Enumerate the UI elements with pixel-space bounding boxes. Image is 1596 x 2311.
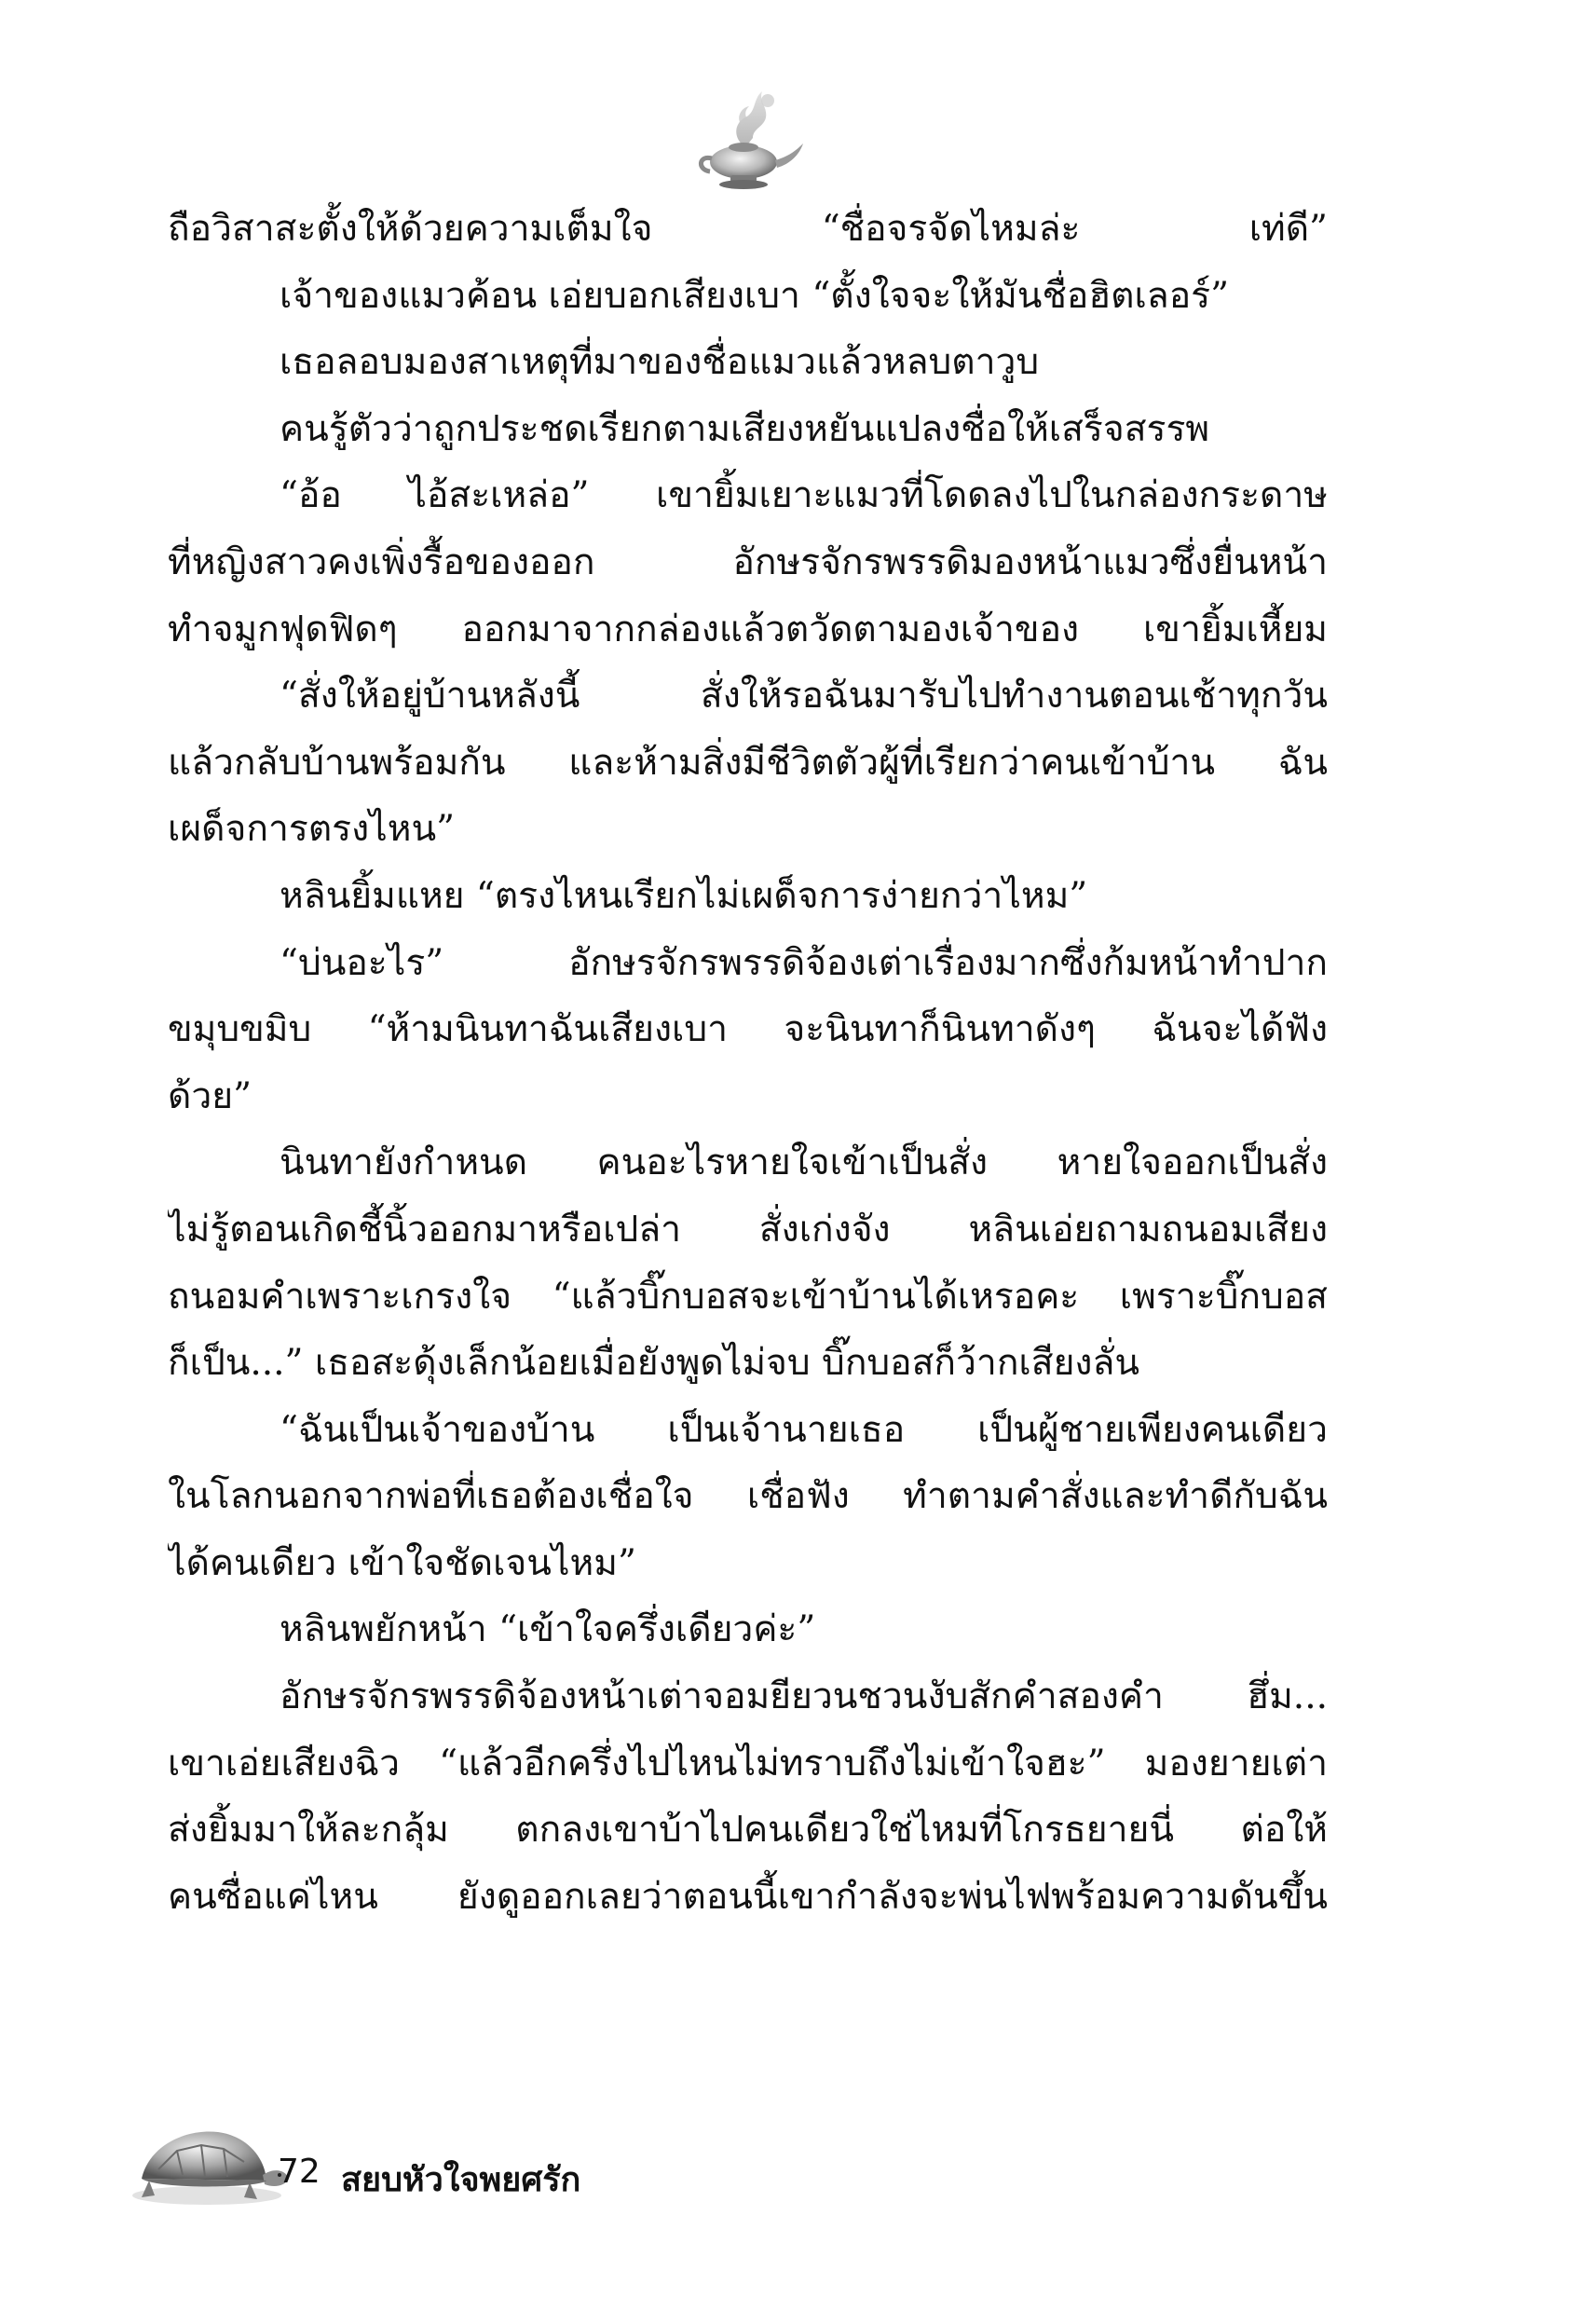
text-line: ด้วย” (168, 1074, 252, 1117)
text-line: ส่งยิ้มมาให้ละกลุ้ม ตกลงเขาบ้าไปคนเดียวใช่ไหมที่โกรธยายนี่ ต่อให้ (168, 1809, 1328, 1852)
text-line: ที่หญิงสาวคงเพิ่งรื้อของออก อักษรจักรพรรดิมองหน้าแมวซึ่งยื่นหน้า (168, 540, 1328, 583)
text-line: ถือวิสาสะตั้งให้ด้วยความเต็มใจ “ชื่อจรจัดไหมล่ะ เท่ดี” (168, 208, 1328, 250)
text-line: “บ่นอะไร” อักษรจักรพรรดิจ้องเต่าเรื่องมากซึ่งก้มหน้าทำปาก (280, 941, 1328, 984)
text-line: อักษรจักรพรรดิจ้องหน้าเต่าจอมยียวนชวนงับสักคำสองคำ ฮึ่ม... (280, 1675, 1328, 1718)
text-line: “สั่งให้อยู่บ้านหลังนี้ สั่งให้รอฉันมารับไปทำงานตอนเช้าทุกวัน (280, 675, 1328, 718)
text-line: ถนอมคำเพราะเกรงใจ “แล้วบิ๊กบอสจะเข้าบ้านได้เหรอคะ เพราะบิ๊กบอส (168, 1275, 1328, 1318)
text-line: เธอลอบมองสาเหตุที่มาของชื่อแมวแล้วหลบตาวูบ (280, 341, 1040, 384)
text-line: นินทายังกำหนด คนอะไรหายใจเข้าเป็นสั่ง หายใจออกเป็นสั่ง (280, 1142, 1328, 1184)
text-line: “ฉันเป็นเจ้าของบ้าน เป็นเจ้านายเธอ เป็นผู้ชายเพียงคนเดียว (280, 1408, 1328, 1451)
text-line: เขาเอ่ยเสียงฉิว “แล้วอีกครึ่งไปไหนไม่ทราบถึงไม่เข้าใจฮะ” มองยายเต่า (168, 1742, 1328, 1785)
text-line: ทำจมูกฟุดฟิดๆ ออกมาจากกล่องแล้วตวัดตามองเจ้าของ เขายิ้มเหี้ยม (168, 608, 1328, 650)
text-line: “อ้อ ไอ้สะเหล่อ” เขายิ้มเยาะแมวที่โดดลงไปในกล่องกระดาษ (280, 474, 1328, 517)
page-footer (121, 2113, 773, 2235)
text-line: ก็เป็น...” เธอสะดุ้งเล็กน้อยเมื่อยังพูดไม่จบ บิ๊กบอสก็ว้ากเสียงลั่น (168, 1342, 1140, 1385)
text-line: ไม่รู้ตอนเกิดชี้นิ้วออกมาหรือเปล่า สั่งเก่งจัง หลินเอ่ยถามถนอมเสียง (168, 1208, 1328, 1251)
body-text (168, 196, 1328, 1930)
turtle-ornament-icon (121, 2113, 298, 2216)
text-line: เจ้าของแมวค้อน เอ่ยบอกเสียงเบา “ตั้งใจจะให้มันชื่อฮิตเลอร์” (280, 274, 1230, 317)
text-line: ขมุบขมิบ “ห้ามนินทาฉันเสียงเบา จะนินทาก็นินทาดังๆ ฉันจะได้ฟัง (168, 1008, 1328, 1051)
book-title: สยบหัวใจพยศรัก (341, 2161, 581, 2199)
text-line: ในโลกนอกจากพ่อที่เธอต้องเชื่อใจ เชื่อฟัง ทำตามคำสั่งและทำดีกับฉัน (168, 1475, 1328, 1518)
text-line: แล้วกลับบ้านพร้อมกัน และห้ามสิ่งมีชีวิตตัวผู้ที่เรียกว่าคนเข้าบ้าน ฉัน (168, 741, 1328, 784)
text-line: คนซื่อแค่ไหน ยังดูออกเลยว่าตอนนี้เขากำลังจะพ่นไฟพร้อมความดันขึ้น (168, 1875, 1328, 1918)
text-line: หลินยิ้มแหย “ตรงไหนเรียกไม่เผด็จการง่ายกว่าไหม” (280, 874, 1088, 917)
genie-lamp-ornament-icon (688, 82, 807, 194)
text-line: เผด็จการตรงไหน” (168, 808, 456, 851)
text-line: คนรู้ตัวว่าถูกประชดเรียกตามเสียงหยันแปลงชื่อให้เสร็จสรรพ (280, 407, 1210, 450)
page-number: 72 (278, 2153, 321, 2191)
text-line: หลินพยักหน้า “เข้าใจครึ่งเดียวค่ะ” (280, 1608, 816, 1651)
text-line: ได้คนเดียว เข้าใจชัดเจนไหม” (168, 1541, 636, 1584)
